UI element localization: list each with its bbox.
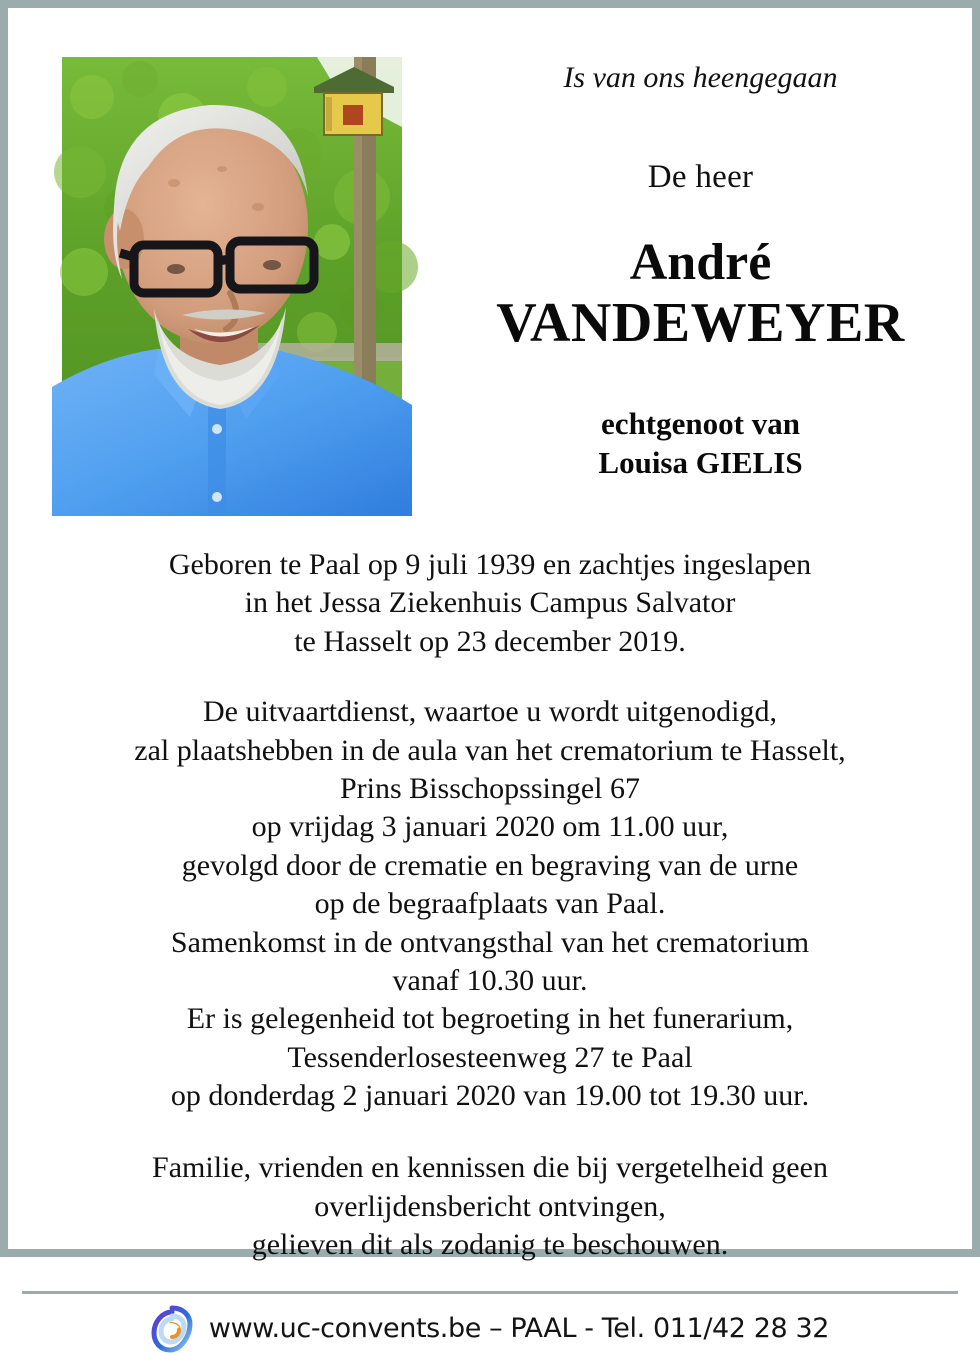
- spouse-name: Louisa GIELIS: [598, 444, 803, 480]
- notice-paragraph: [44, 1149, 936, 1264]
- service-line: gevolgd door de crematie en begraving van de urne: [181, 848, 799, 882]
- service-line: op de begraafplaats van Paal.: [314, 887, 666, 921]
- passed-away-line: Is van ons heengegaan: [563, 61, 838, 94]
- deceased-first-name: André: [629, 233, 772, 291]
- footer: [8, 1305, 972, 1353]
- portrait-illustration: [62, 57, 402, 516]
- service-line: Tessenderlosesteenweg 27 te Paal: [287, 1040, 693, 1074]
- service-line: Er is gelegenheid tot begroeting in het funerarium,: [186, 1002, 794, 1036]
- name-block: [428, 8, 973, 482]
- birth-death-paragraph: [44, 546, 936, 661]
- notice-line: Familie, vrienden en kennissen die bij vergetelheid geen: [152, 1151, 828, 1185]
- service-line: Prins Bisschopssingel 67: [339, 771, 641, 805]
- spouse-label: echtgenoot van: [601, 405, 800, 441]
- service-line: op vrijdag 3 januari 2020 om 11.00 uur,: [251, 810, 729, 844]
- deceased-last-name: VANDEWEYER: [496, 292, 905, 355]
- service-line: Samenkomst in de ontvangsthal van het crematorium: [170, 925, 810, 959]
- birth-death-line: Geboren te Paal op 9 juli 1939 en zachtjes ingeslapen: [168, 548, 812, 581]
- footer-contact-text: www.uc-convents.be – PAAL - Tel. 011/42 28 32: [208, 1313, 830, 1345]
- service-line: zal plaatshebben in de aula van het crematorium te Hasselt,: [134, 733, 846, 767]
- service-line: vanaf 10.30 uur.: [392, 963, 588, 997]
- footer-divider: [22, 1291, 958, 1294]
- honorific-title: De heer: [647, 159, 754, 195]
- notice-line: gelieven dit als zodanig te beschouwen.: [251, 1228, 729, 1262]
- notice-line: overlijdensbericht ontvingen,: [314, 1189, 666, 1223]
- portrait-photo: [62, 57, 402, 516]
- service-line: op donderdag 2 januari 2020 van 19.00 tot 19.30 uur.: [170, 1079, 810, 1113]
- service-line: De uitvaartdienst, waartoe u wordt uitgenodigd,: [202, 695, 777, 729]
- birth-death-line: in het Jessa Ziekenhuis Campus Salvator: [244, 586, 736, 620]
- uc-convents-swirl-logo-icon: [151, 1305, 193, 1353]
- service-paragraph: [44, 693, 936, 1115]
- birth-death-line: te Hasselt op 23 december 2019.: [294, 624, 686, 658]
- top-section: [8, 8, 972, 520]
- body-text: [8, 546, 972, 1265]
